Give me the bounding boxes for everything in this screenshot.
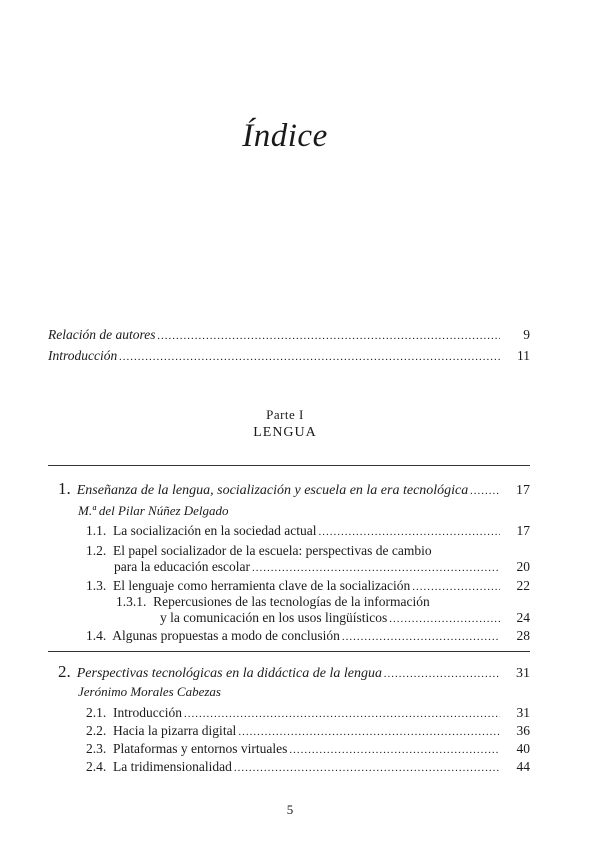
- section-page: 31: [516, 705, 530, 720]
- leader-dots: [238, 724, 500, 740]
- part-label: Parte I: [266, 407, 304, 422]
- toc-section-2-1[interactable]: [86, 705, 530, 722]
- toc-subsection-1-3-1[interactable]: [160, 610, 530, 627]
- chapter-number: 1.: [58, 479, 71, 498]
- section-title: Algunas propuestas a modo de conclusión: [112, 628, 340, 643]
- toc-subsection-1-3-1-line1[interactable]: [116, 594, 430, 610]
- chapter-page: 17: [516, 483, 530, 498]
- leader-dots: [234, 760, 500, 776]
- page-title: Índice: [242, 118, 328, 154]
- toc-chapter-2[interactable]: [58, 664, 530, 682]
- leader-dots: [384, 666, 500, 682]
- section-page: 17: [516, 523, 530, 538]
- leader-dots: [412, 579, 500, 595]
- section-title: Introducción: [113, 705, 182, 720]
- chapter-title: Enseñanza de la lengua, socialización y escuela en la era tecnológica: [76, 483, 469, 498]
- chapter-page: 31: [516, 666, 530, 681]
- toc-entry-label: Relación de autores: [48, 327, 156, 342]
- chapter-divider: [48, 465, 530, 466]
- toc-section-1-3[interactable]: [86, 578, 530, 595]
- subsection-page: 24: [516, 610, 530, 625]
- toc-entry-introduccion[interactable]: [48, 348, 530, 365]
- leader-dots: [289, 742, 500, 758]
- section-title: La tridimensionalidad: [113, 759, 232, 774]
- toc-entry-label: Introducción: [48, 348, 118, 363]
- section-page: 40: [516, 741, 530, 756]
- section-number: 2.4.: [86, 759, 107, 774]
- subsection-title-cont: y la comunicación en los usos lingüísticos: [160, 610, 388, 625]
- toc-section-1-2-line1[interactable]: [86, 543, 432, 559]
- toc-section-2-4[interactable]: [86, 759, 530, 776]
- toc-section-1-4[interactable]: [86, 628, 530, 645]
- chapter-author: M.ª del Pilar Núñez Delgado: [78, 503, 229, 518]
- section-title: Plataformas y entornos virtuales: [113, 741, 288, 756]
- chapter-title: Perspectivas tecnológicas en la didáctica de la lengua: [76, 666, 382, 681]
- section-number: 2.1.: [86, 705, 107, 720]
- section-number: 2.3.: [86, 741, 107, 756]
- toc-section-1-1[interactable]: [86, 523, 530, 540]
- leader-dots: [470, 483, 500, 499]
- toc-chapter-1[interactable]: [58, 481, 530, 499]
- leader-dots: [252, 560, 500, 576]
- leader-dots: [157, 328, 500, 344]
- toc-entry-page: 9: [523, 327, 530, 342]
- section-number: 1.3.: [86, 578, 107, 593]
- section-number: 1.2.: [86, 543, 107, 558]
- section-page: 20: [516, 559, 530, 574]
- leader-dots: [184, 706, 500, 722]
- section-page: 44: [516, 759, 530, 774]
- leader-dots: [119, 349, 500, 365]
- toc-section-1-2[interactable]: [114, 559, 530, 576]
- toc-entry-page: 11: [517, 348, 530, 363]
- toc-section-2-3[interactable]: [86, 741, 530, 758]
- leader-dots: [319, 524, 500, 540]
- section-title: El papel socializador de la escuela: perspectivas de cambio: [113, 543, 432, 558]
- section-title: Hacia la pizarra digital: [113, 723, 237, 738]
- section-page: 36: [516, 723, 530, 738]
- chapter-author: Jerónimo Morales Cabezas: [78, 684, 221, 699]
- section-number: 1.1.: [86, 523, 107, 538]
- section-page: 22: [516, 578, 530, 593]
- chapter-number: 2.: [58, 662, 71, 681]
- section-title: El lenguaje como herramienta clave de la socialización: [113, 578, 411, 593]
- toc-section-2-2[interactable]: [86, 723, 530, 740]
- subsection-title: Repercusiones de las tecnologías de la información: [153, 594, 430, 609]
- section-number: 2.2.: [86, 723, 107, 738]
- section-title-cont: para la educación escolar: [114, 559, 251, 574]
- section-page: 28: [516, 628, 530, 643]
- leader-dots: [342, 629, 500, 645]
- section-title: La socialización en la sociedad actual: [113, 523, 317, 538]
- chapter-divider: [48, 651, 530, 652]
- part-title: LENGUA: [253, 425, 317, 440]
- toc-entry-relacion-autores[interactable]: [48, 327, 530, 344]
- leader-dots: [389, 611, 500, 627]
- section-number: 1.4.: [86, 628, 107, 643]
- subsection-number: 1.3.1.: [116, 594, 147, 609]
- page-number: 5: [286, 802, 294, 817]
